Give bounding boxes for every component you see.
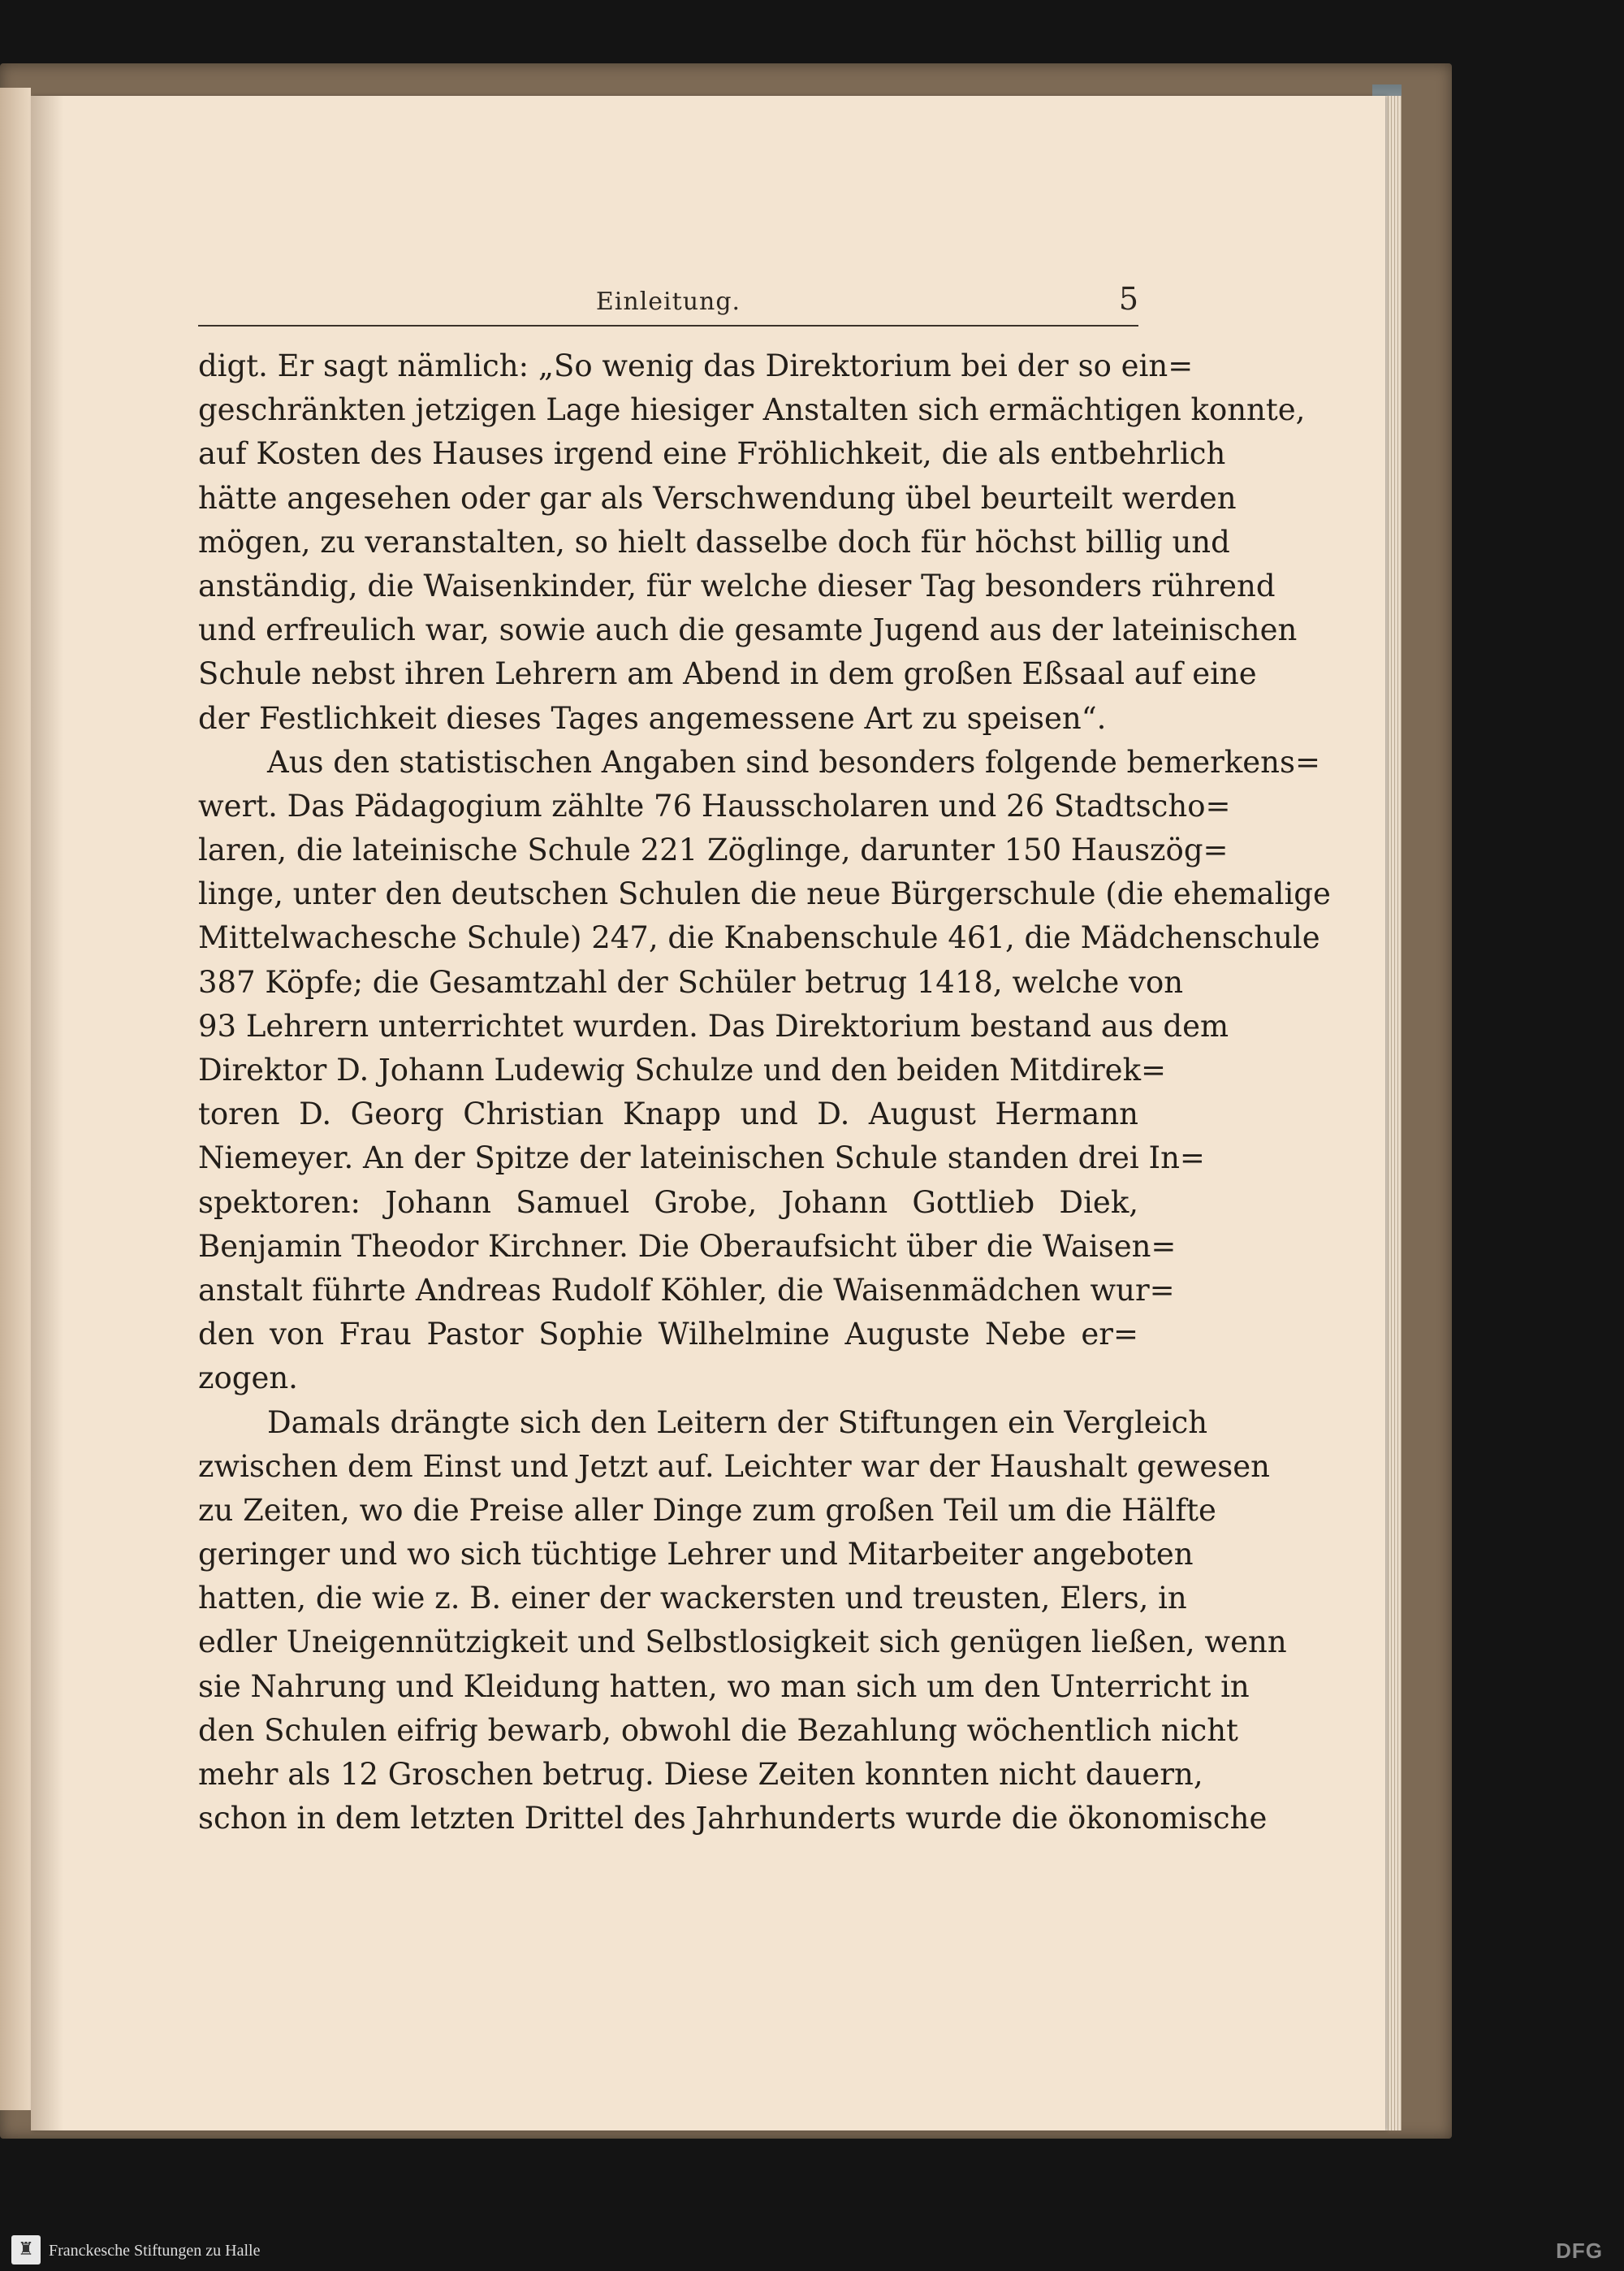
text-line: edler Uneigennützigkeit und Selbstlosigkeit sich genügen ließen, wenn: [198, 1624, 1287, 1660]
text-line: Damals drängte sich den Leitern der Stiftungen ein Vergleich: [267, 1404, 1208, 1440]
text-line: Direktor D. Johann Ludewig Schulze und den beiden Mitdirek=: [198, 1053, 1167, 1088]
text-line: mehr als 12 Groschen betrug. Diese Zeiten konnten nicht dauern,: [198, 1757, 1203, 1792]
text-line: laren, die lateinische Schule 221 Zöglinge, darunter 150 Hauszög=: [198, 833, 1229, 868]
text-line: zogen.: [198, 1360, 298, 1396]
text-line: 387 Köpfe; die Gesamtzahl der Schüler betrug 1418, welche von: [198, 964, 1184, 1000]
previous-page-edge: [0, 88, 31, 2110]
dfg-logo: DFG: [1556, 2239, 1603, 2263]
body-text: [198, 344, 1331, 1841]
text-line: und erfreulich war, sowie auch die gesamte Jugend aus der lateinischen: [198, 612, 1298, 648]
text-line: Aus den statistischen Angaben sind besonders folgende bemerkens=: [267, 744, 1321, 780]
text-line: hätte angesehen oder gar als Verschwendung übel beurteilt werden: [198, 480, 1237, 516]
text-line: geschränkten jetzigen Lage hiesiger Anstalten sich ermächtigen konnte,: [198, 392, 1306, 428]
text-line: hatten, die wie z. B. einer der wackersten und treusten, Elers, in: [198, 1581, 1187, 1616]
text-line: spektoren: Johann Samuel Grobe, Johann Gottlieb Diek,: [198, 1184, 1138, 1220]
institution-logo-icon: ♜: [11, 2235, 41, 2265]
text-line: Niemeyer. An der Spitze der lateinischen Schule standen drei In=: [198, 1140, 1205, 1176]
text-line: zu Zeiten, wo die Preise aller Dinge zum großen Teil um die Hälfte: [198, 1492, 1216, 1528]
text-line: digt. Er sagt nämlich: „So wenig das Direktorium bei der so ein=: [198, 348, 1194, 383]
text-line: linge, unter den deutschen Schulen die neue Bürgerschule (die ehemalige: [198, 876, 1331, 912]
text-line: 93 Lehrern unterrichtet wurden. Das Direktorium bestand aus dem: [198, 1008, 1229, 1044]
text-line: Mittelwachesche Schule) 247, die Knabenschule 461, die Mädchenschule: [198, 920, 1320, 956]
page-header: [198, 283, 1138, 327]
text-line: toren D. Georg Christian Knapp und D. August Hermann: [198, 1097, 1138, 1132]
text-line: den Schulen eifrig bewarb, obwohl die Bezahlung wöchentlich nicht: [198, 1712, 1238, 1748]
institution-name: Franckesche Stiftungen zu Halle: [49, 2242, 261, 2260]
text-line: zwischen dem Einst und Jetzt auf. Leichter war der Haushalt gewesen: [198, 1448, 1270, 1484]
text-line: der Festlichkeit dieses Tages angemessene Art zu speisen“.: [198, 700, 1107, 736]
text-line: geringer und wo sich tüchtige Lehrer und Mitarbeiter angeboten: [198, 1537, 1194, 1572]
text-line: wert. Das Pädagogium zählte 76 Hausscholaren und 26 Stadtscho=: [198, 788, 1231, 824]
text-line: den von Frau Pastor Sophie Wilhelmine Auguste Nebe er=: [198, 1317, 1138, 1352]
text-line: sie Nahrung und Kleidung hatten, wo man sich um den Unterricht in: [198, 1668, 1250, 1704]
text-line: schon in dem letzten Drittel des Jahrhunderts wurde die ökonomische: [198, 1801, 1268, 1836]
text-line: Schule nebst ihren Lehrern am Abend in dem großen Eßsaal auf eine: [198, 656, 1257, 692]
text-line: mögen, zu veranstalten, so hielt dasselbe doch für höchst billig und: [198, 524, 1230, 560]
text-line: Benjamin Theodor Kirchner. Die Oberaufsicht über die Waisen=: [198, 1228, 1177, 1264]
gutter-shadow: [31, 96, 63, 2130]
page-number: 5: [1118, 281, 1138, 317]
running-head: Einleitung.: [595, 288, 741, 316]
text-line: auf Kosten des Hauses irgend eine Fröhlichkeit, die als entbehrlich: [198, 436, 1226, 472]
text-line: anstalt führte Andreas Rudolf Köhler, die Waisenmädchen wur=: [198, 1272, 1175, 1308]
text-line: anständig, die Waisenkinder, für welche dieser Tag besonders rührend: [198, 568, 1276, 603]
